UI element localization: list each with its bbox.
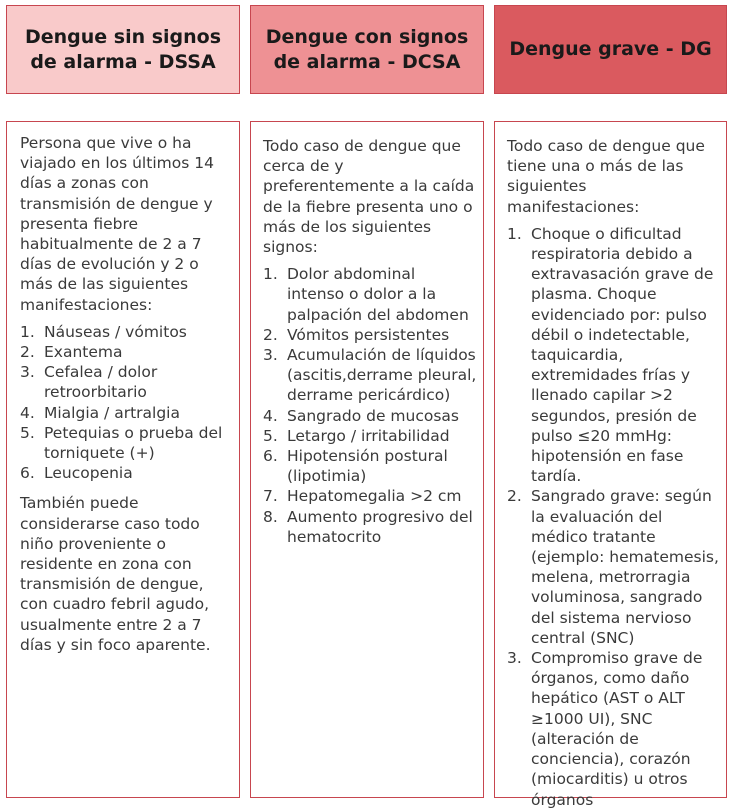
list-item-text: Sangrado de mucosas (287, 406, 459, 425)
list-item (20, 362, 233, 402)
list-item (20, 463, 233, 483)
list-item-text: Exantema (44, 343, 123, 362)
column-dssa (6, 121, 240, 798)
list-item-text: Aumento progresivo del hematocrito (287, 507, 473, 546)
list-item (263, 426, 477, 446)
list-item (507, 224, 722, 487)
list-item (263, 325, 477, 345)
list-item-number: 3. (507, 649, 522, 668)
list-item-number: 4. (263, 406, 278, 425)
list-item-number: 8. (263, 507, 278, 526)
list-item-number: 1. (20, 322, 35, 341)
list-item-text: Acumulación de líquidos (ascitis,derrame pleural, derrame pericárdico) (287, 346, 477, 405)
dcsa-list (263, 264, 477, 547)
dssa-list (20, 322, 233, 484)
header-dg-label: Dengue grave - DG (509, 38, 712, 60)
column-dg (494, 121, 727, 809)
header-dssa-label: Dengue sin signos de alarma - DSSA (24, 25, 222, 73)
list-item (263, 507, 477, 547)
list-item-text: Mialgia / artralgia (44, 403, 180, 422)
list-item-number: 3. (263, 346, 278, 365)
list-item (263, 345, 477, 406)
list-item-number: 2. (263, 325, 278, 344)
list-item (263, 406, 477, 426)
list-item (20, 342, 233, 362)
list-item-number: 2. (20, 343, 35, 362)
list-item-text: Letargo / irritabilidad (287, 426, 450, 445)
list-item-number: 7. (263, 487, 278, 506)
dg-list (507, 224, 722, 810)
list-item-text: Vómitos persistentes (287, 325, 450, 344)
list-item (20, 423, 233, 463)
list-item-number: 5. (20, 423, 35, 442)
list-item-text: Cefalea / dolor retroorbitario (44, 363, 158, 402)
header-dssa (6, 5, 240, 94)
dg-intro: Todo caso de dengue que tiene una o más de las siguientes manifestaciones: (507, 137, 705, 216)
list-item-text: Hipotensión postural (lipotimia) (287, 447, 448, 486)
header-dg (494, 5, 727, 94)
list-item-number: 5. (263, 426, 278, 445)
dcsa-intro: Todo caso de dengue que cerca de y preferentemente a la caída de la fiebre presenta uno o más de los siguientes signos: (263, 137, 475, 257)
list-item-number: 3. (20, 363, 35, 382)
list-item-text: Leucopenia (44, 464, 133, 483)
list-item-text: Náuseas / vómitos (44, 322, 187, 341)
list-item-number: 1. (507, 224, 522, 243)
list-item (507, 486, 722, 648)
list-item-text: Dolor abdominal intenso o dolor a la palpación del abdomen (287, 265, 469, 324)
list-item-text: Hepatomegalia >2 cm (287, 487, 462, 506)
list-item-text: Compromiso grave de órganos, como daño hepático (AST o ALT ≥1000 UI), SNC (alteración de conciencia), corazón (miocarditis) u otros órganos (531, 649, 703, 809)
dssa-additional-note: También puede considerarse caso todo niño proveniente o residente en zona con transmisión de dengue, con cuadro febril agudo, usualmente entre 2 a 7 días y sin foco aparente. (20, 494, 211, 654)
list-item-text: Choque o dificultad respiratoria debido a extravasación grave de plasma. Choque evidenciado por: pulso débil o indetectable, taquicardia, extremidades frías y llenado capilar >2 segundos, presión de pulso ≤20 mmHg: hipotensión en fase tardía. (531, 224, 714, 486)
list-item (507, 648, 722, 810)
list-item-number: 2. (507, 487, 522, 506)
list-item (263, 446, 477, 486)
column-dcsa (250, 121, 484, 798)
list-item (263, 264, 477, 325)
list-item (20, 322, 233, 342)
list-item-number: 4. (20, 403, 35, 422)
list-item-number: 6. (263, 447, 278, 466)
list-item-text: Petequias o prueba del torniquete (+) (44, 423, 223, 463)
list-item (263, 486, 477, 506)
dssa-intro: Persona que vive o ha viajado en los últimos 14 días a zonas con transmisión de dengue y presenta fiebre habitualmente de 2 a 7 días de evolución y 2 o más de las siguientes manifestaciones: (20, 134, 214, 314)
list-item-number: 6. (20, 464, 35, 483)
list-item (20, 403, 233, 423)
header-dcsa-label: Dengue con signos de alarma - DCSA (265, 25, 469, 73)
list-item-text: Sangrado grave: según la evaluación del médico tratante (ejemplo: hematemesis, melena, metrorragia voluminosa, sangrado del sistema nervioso central (SNC) (531, 487, 719, 647)
header-dcsa (250, 5, 484, 94)
list-item-number: 1. (263, 265, 278, 284)
